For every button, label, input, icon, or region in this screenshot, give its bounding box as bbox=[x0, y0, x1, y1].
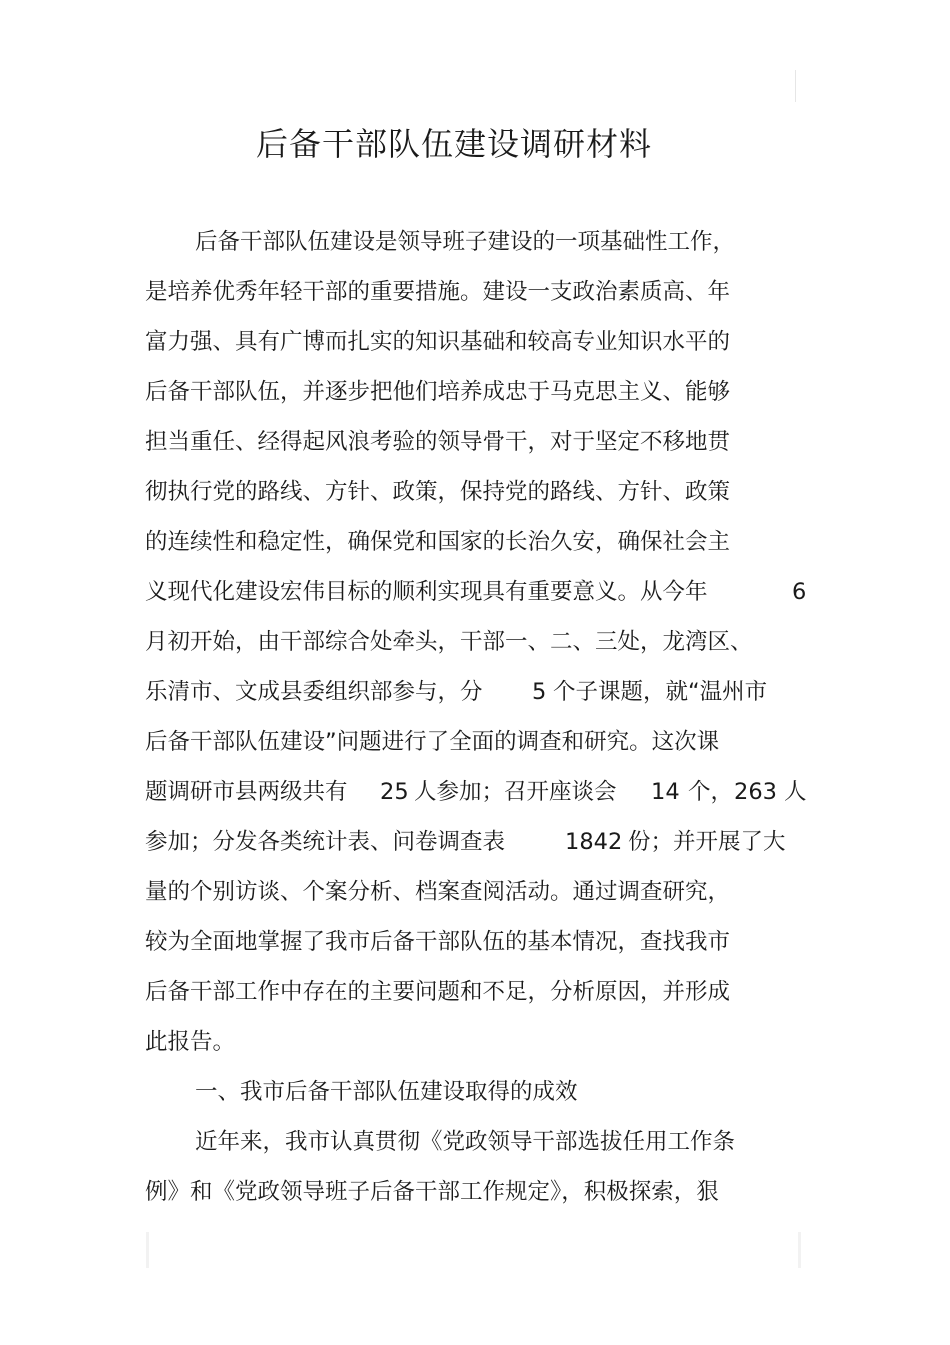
paragraph-line: 此报告。 bbox=[145, 1029, 236, 1055]
participants-count: 25 bbox=[380, 779, 409, 805]
meeting-attendees-unit: 人 bbox=[784, 779, 807, 805]
paragraph-line: 月初开始，由干部综合处牵头，干部一、二、三处，龙湾区、 bbox=[145, 629, 753, 655]
meetings-count: 14 bbox=[651, 779, 680, 805]
paragraph-line: 是培养优秀年轻干部的重要措施。建设一支政治素质高、年 bbox=[145, 279, 731, 305]
paragraph-line: 乐清市、文成县委组织部参与，分 bbox=[145, 679, 483, 705]
meeting-attendees-count: 263 bbox=[734, 779, 777, 805]
paragraph-line: 题调研市县两级共有 bbox=[145, 779, 348, 805]
document-title: 后备干部队伍建设调研材料 bbox=[255, 125, 652, 163]
paragraph-line: 后备干部队伍，并逐步把他们培养成忠于马克思主义、能够 bbox=[145, 379, 731, 405]
page-edge-mark bbox=[146, 1232, 149, 1268]
questionnaires-count: 1842 bbox=[565, 829, 623, 855]
paragraph-line: 义现代化建设宏伟目标的顺利实现具有重要意义。从今年 bbox=[145, 579, 708, 605]
paragraph-line: 后备干部队伍建设”问题进行了全面的调查和研究。这次课 bbox=[145, 729, 720, 755]
section-heading: 一、我市后备干部队伍建设取得的成效 bbox=[195, 1079, 578, 1105]
page-edge-mark bbox=[798, 1232, 801, 1268]
paragraph-line: 较为全面地掌握了我市后备干部队伍的基本情况，查找我市 bbox=[145, 929, 731, 955]
paragraph-line: 量的个别访谈、个案分析、档案查阅活动。通过调查研究， bbox=[145, 879, 731, 905]
meetings-unit: 个， bbox=[688, 779, 734, 805]
paragraph-line: 后备干部工作中存在的主要问题和不足，分析原因，并形成 bbox=[145, 979, 731, 1005]
paragraph-line-fragment: 人参加；召开座谈会 bbox=[414, 779, 617, 805]
page-corner-mark bbox=[795, 70, 796, 102]
paragraph-line: 例》和《党政领导班子后备干部工作规定》，积极探索，狠 bbox=[145, 1179, 719, 1205]
paragraph-line: 担当重任、经得起风浪考验的领导骨干，对于坚定不移地贯 bbox=[145, 429, 731, 455]
paragraph-line-fragment: 个子课题，就“温州市 bbox=[553, 679, 768, 705]
paragraph-line: 参加；分发各类统计表、问卷调查表 bbox=[145, 829, 506, 855]
paragraph-line: 近年来，我市认真贯彻《党政领导干部选拔任用工作条 bbox=[195, 1129, 736, 1155]
month-number: 6 bbox=[792, 579, 807, 605]
paragraph-line: 的连续性和稳定性，确保党和国家的长治久安，确保社会主 bbox=[145, 529, 731, 555]
paragraph-line-fragment: 份；并开展了大 bbox=[628, 829, 786, 855]
paragraph-line: 富力强、具有广博而扎实的知识基础和较高专业知识水平的 bbox=[145, 329, 731, 355]
paragraph-line: 彻执行党的路线、方针、政策，保持党的路线、方针、政策 bbox=[145, 479, 731, 505]
paragraph-line: 后备干部队伍建设是领导班子建设的一项基础性工作， bbox=[195, 229, 736, 255]
subtopic-count: 5 bbox=[532, 679, 547, 705]
